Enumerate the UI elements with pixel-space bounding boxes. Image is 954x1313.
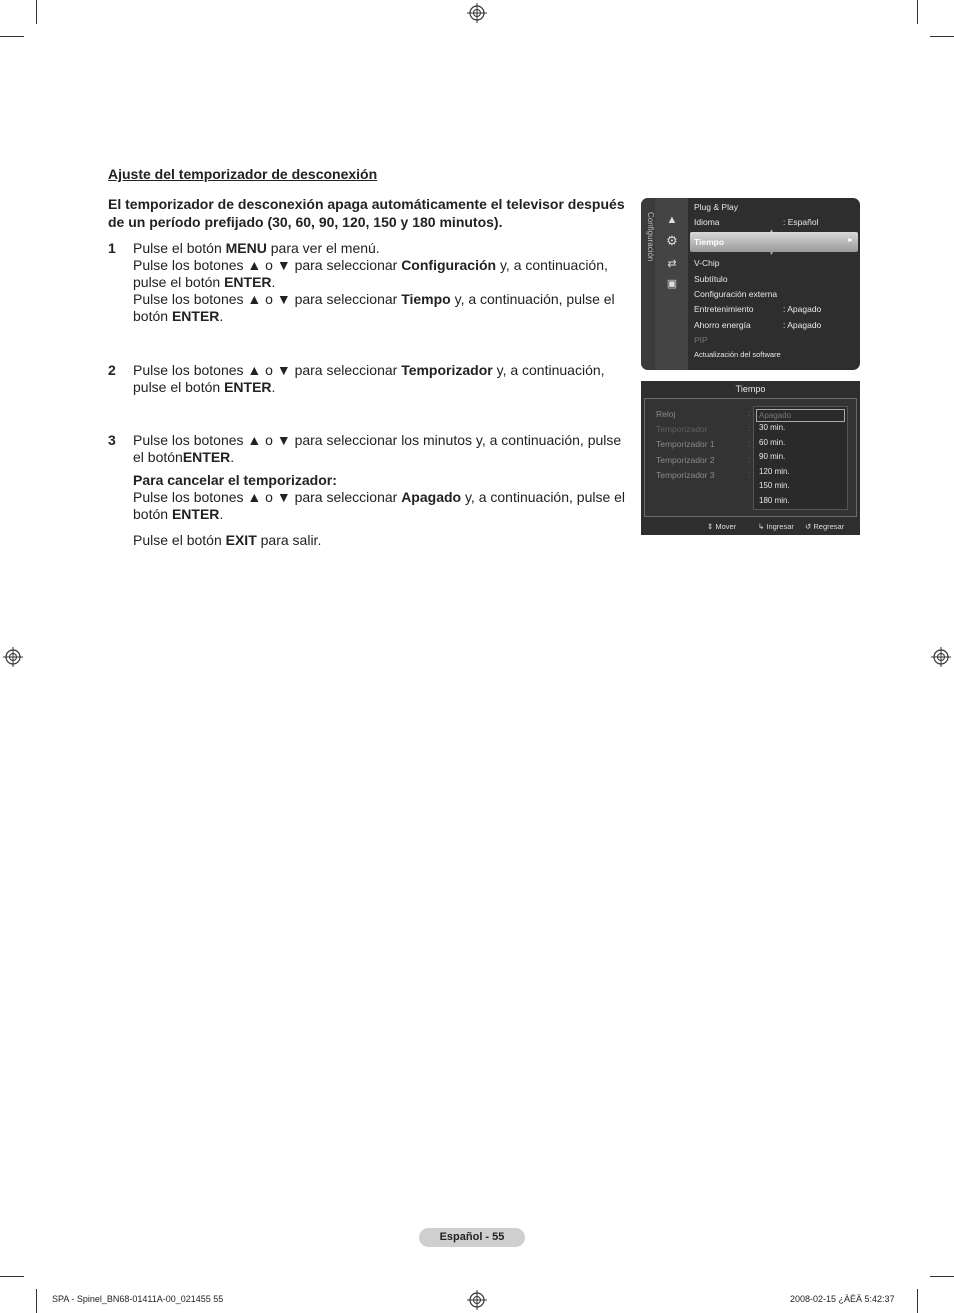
setup-menu-screenshot [641,198,860,370]
separator: : [748,455,751,464]
gear-icon: ⚙ [666,233,678,248]
instruction-line: Pulse el botón MENU para ver el menú. [133,240,380,256]
time-setting-label: Temporizador [656,424,708,434]
step-2 [108,362,628,396]
menu-panel [644,398,857,517]
submenu-arrow-icon: ► [847,237,854,244]
step-number: 1 [108,240,116,256]
menu-item-label: Idioma [694,217,720,227]
separator: : [748,424,751,433]
dropdown-option-selected: Apagado [756,409,845,422]
crop-mark [930,1276,954,1277]
dropdown-option: 150 min. [759,481,790,490]
menu-item [694,217,854,227]
intro-paragraph: El temporizador de desconexión apaga automáticamente el televisor después de un período prefijado (30, 60, 90, 120, 150 y 180 minutos). [108,196,625,230]
menu-item-label: V-Chip [694,258,720,268]
enter-hint-label: Ingresar [766,522,794,531]
move-hint-label: Mover [715,522,737,531]
footer-timestamp: 2008-02-15 ¿ÀÈÄ 5:42:37 [790,1294,895,1304]
separator: : [748,439,751,448]
menu-item [694,335,854,345]
crop-mark [930,36,954,37]
registration-mark-icon [3,647,23,667]
menu-item-selected: Tiempo [694,237,725,247]
picture-icon: ▲ [666,214,678,226]
menu-item [694,304,854,314]
separator: : [748,470,751,479]
crop-mark [0,36,24,37]
menu-item-label: Entretenimiento [694,304,754,314]
scroll-down-arrow-icon: ▼ [769,251,774,257]
scroll-up-arrow-icon: ▲ [769,228,774,234]
crop-mark [917,1289,918,1313]
step-3 [108,432,628,549]
instruction-line: Pulse los botones ▲ o ▼ para seleccionar Temporizador y, a continuación, pulse el botón ENTER. [133,362,605,395]
return-hint-label: Regresar [813,522,845,531]
separator: : [748,409,751,418]
menu-item-value: : Español [783,217,819,227]
menu-item-label: Configuración externa [694,289,778,299]
dropdown-option: 90 min. [759,452,786,461]
application-icon: ▣ [666,278,678,290]
enter-hint: ↳ Ingresar [758,522,794,531]
crop-mark [36,1289,37,1313]
time-menu-screenshot [641,381,860,535]
step-body [133,240,628,325]
instruction-line: Pulse los botones ▲ o ▼ para seleccionar Tiempo y, a continuación, pulse el botón ENTER. [133,291,615,324]
crop-mark [36,0,37,24]
menu-item [694,258,854,268]
menu-item-label: Subtítulo [694,274,728,284]
menu-item-label: Plug & Play [694,202,738,212]
page-number: Español - 55 [419,1228,525,1247]
footer-file-info: SPA - Spinel_BN68-01411A-00_021455 55 [52,1294,224,1304]
registration-mark-icon [467,1290,487,1310]
menu-side-label: Configuración [646,212,655,262]
time-setting-label: Temporizador 1 [656,439,715,449]
menu-item [694,350,854,359]
menu-item-value: : Apagado [783,320,822,330]
dropdown-option: 180 min. [759,496,790,505]
menu-item [694,274,854,284]
step-number: 3 [108,432,116,448]
menu-item-label: PIP [694,335,708,345]
time-setting-label: Temporizador 2 [656,455,715,465]
menu-item [694,202,854,212]
menu-title: Tiempo [735,384,766,394]
input-icon: ⇄ [667,258,677,270]
registration-mark-icon [467,3,487,23]
cancel-heading: Para cancelar el temporizador: [133,472,337,488]
exit-line: Pulse el botón EXIT para salir. [133,532,322,548]
time-setting-label: Reloj [656,409,676,419]
step-number: 2 [108,362,116,378]
instruction-line: Pulse los botones ▲ o ▼ para seleccionar los minutos y, a continuación, pulse el botónENTER. [133,432,622,465]
registration-mark-icon [931,647,951,667]
time-setting-label: Temporizador 3 [656,470,715,480]
minutes-dropdown [753,406,848,510]
step-body [133,432,628,549]
menu-item-label: Actualización del software [694,350,781,359]
menu-item-value: : Apagado [783,304,822,314]
menu-item [694,289,854,299]
dropdown-option: 60 min. [759,438,786,447]
step-body [133,362,628,396]
menu-item [694,320,854,330]
dropdown-option: 120 min. [759,467,790,476]
menu-item-label: Ahorro energía [694,320,751,330]
section-title: Ajuste del temporizador de desconexión [108,166,378,182]
return-hint: ↺ Regresar [805,522,845,531]
instruction-line: Pulse los botones ▲ o ▼ para seleccionar Apagado y, a continuación, pulse el botón ENTER. [133,489,626,522]
step-1 [108,240,628,325]
crop-mark [917,0,918,24]
dropdown-option: 30 min. [759,423,786,432]
crop-mark [0,1276,24,1277]
instruction-line: Pulse los botones ▲ o ▼ para seleccionar Configuración y, a continuación, pulse el botón ENTER. [133,257,608,290]
move-hint: ⇕ Mover [707,522,737,531]
